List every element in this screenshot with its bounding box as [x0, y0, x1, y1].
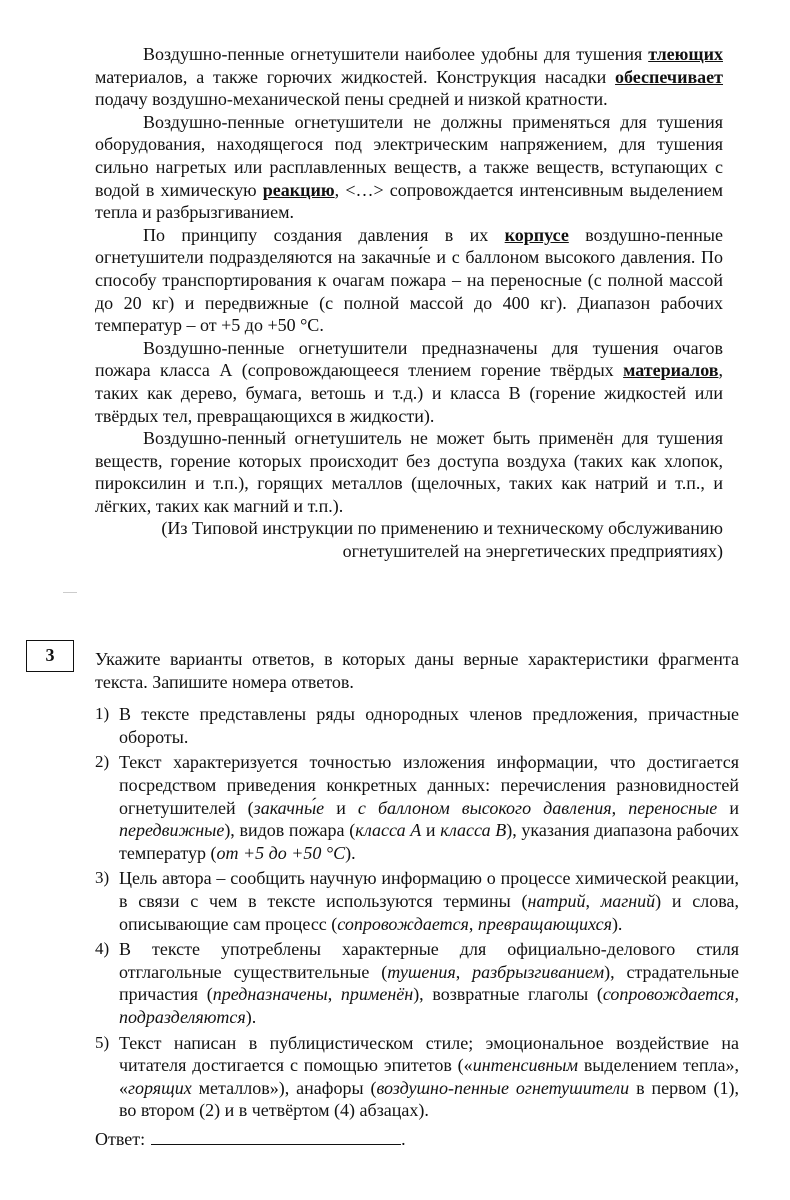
passage — [95, 43, 723, 563]
option-number: 4) — [95, 939, 110, 959]
text-span: ). — [345, 842, 356, 863]
task-question: Укажите варианты ответов, в которых даны верные характеристики фрагмента текста. Запишите номера ответов. — [95, 649, 739, 692]
option-number: 5) — [95, 1032, 110, 1052]
text-span: В тексте представлены ряды однородных членов предложения, причастные обороты. — [119, 704, 739, 747]
italic-term: от +5 до +50 °С — [216, 842, 346, 863]
italic-term: магний — [600, 890, 656, 911]
keyword-underlined: корпусе — [504, 224, 569, 245]
italic-term: разбрызгиванием — [472, 961, 605, 982]
text-span: По принципу создания давления в их — [143, 224, 505, 245]
italic-term: предназначены — [212, 984, 328, 1005]
source-citation — [95, 517, 723, 562]
italic-term: закачны́е — [253, 797, 325, 818]
text-span: Текст характеризуется точностью изложения информации, что достигается посредством приведения конкретных данных: перечисления разновидностей огнетушителей ( — [119, 752, 739, 818]
italic-term: применён — [340, 984, 414, 1005]
paragraph-4 — [95, 337, 723, 427]
keyword-underlined: материалов — [623, 360, 719, 381]
italic-term: класса В — [440, 820, 507, 841]
option-text — [119, 867, 739, 935]
italic-term: сопровождается — [602, 984, 735, 1005]
keyword-underlined: обеспечивает — [615, 66, 723, 87]
italic-term: подразделяются — [119, 1006, 246, 1027]
keyword-underlined: реакцию — [262, 179, 335, 200]
text-span: , — [327, 984, 341, 1005]
paragraph-5: Воздушно-пенный огнетушитель не может быть применён для тушения веществ, горение которых происходит без доступа воздуха (таких как хлопок, пироксилин и т.п.), горящих металлов (щелочных, таких как натрий и т.п., и лёгких, таких как магний и т.п.). — [95, 428, 723, 516]
text-span: ), указания диапазона рабочих температур ( — [119, 820, 739, 863]
text-span: металлов»), анафоры ( — [191, 1077, 377, 1098]
task-number-box: 3 — [26, 640, 74, 672]
italic-term: воздушно-пенные огнетушители — [376, 1077, 630, 1098]
text-span: ). — [245, 1006, 257, 1027]
answer-period: . — [401, 1129, 406, 1149]
margin-mark — [63, 592, 77, 593]
answer-option-5 — [95, 1032, 739, 1122]
text-span: , — [611, 797, 629, 818]
option-text — [119, 938, 739, 1028]
text-span: ) и слова, описывающие сам процесс ( — [119, 890, 740, 934]
text-span: , таких как дерево, бумага, ветошь и т.д.) и класса В (горение жидкостей или твёрдых тел, превращающихся в жидкости). — [95, 360, 723, 426]
answer-option-1 — [95, 703, 739, 748]
text-span: воздушно-пенные огнетушители подразделяются на закачны́е и с баллоном высокого давления. По способу транспортирования к очагам пожара – на переносные (с полной массой до 20 кг) и передвижные (с полной массой до 400 кг). Диапазон рабочих температур – от +5 до +50 °С. — [95, 224, 723, 336]
source-line: огнетушителей на энергетических предприятиях) — [342, 541, 723, 562]
text-span: , — [734, 984, 740, 1005]
text-span: , — [585, 890, 601, 911]
text-span: и — [717, 797, 739, 818]
text-span: ). — [611, 913, 623, 934]
answer-option-2 — [95, 751, 739, 864]
italic-term: класса А — [355, 820, 422, 841]
italic-term: с баллоном высокого давления — [357, 797, 612, 818]
answer-label: Ответ: — [95, 1129, 146, 1149]
paragraph-2 — [95, 111, 723, 224]
answer-options — [95, 703, 739, 1122]
italic-term: передвижные — [119, 820, 225, 841]
paragraph-3 — [95, 224, 723, 337]
text-span: ), возвратные глаголы ( — [413, 984, 603, 1005]
text-span: Текст написан в публицистическом стиле; эмоциональное воздействие на читателя достигается с помощью эпитетов (« — [119, 1032, 739, 1076]
answer-option-3 — [95, 867, 739, 935]
answer-row — [95, 1128, 406, 1150]
task-block — [95, 648, 739, 1125]
italic-term: превращающихся — [477, 913, 612, 934]
option-number: 2) — [95, 752, 110, 772]
text-span: выделением тепла», « — [119, 1055, 739, 1098]
option-text — [119, 703, 739, 748]
text-span: , — [468, 913, 478, 934]
text-span: и — [324, 797, 358, 818]
paragraph-1 — [95, 43, 723, 111]
italic-term: сопровождается — [337, 913, 469, 934]
text-span: Воздушно-пенные огнетушители не должны применяться для тушения оборудования, находящегося под электрическим напряжением, для тушения сильно нагретых или расплавленных веществ, а также веществ, вступающих с водой в химическую — [95, 111, 723, 200]
italic-term: горящих — [128, 1077, 192, 1098]
text-span: материалов, а также горючих жидкостей. Конструкция насадки — [95, 66, 616, 87]
source-line: (Из Типовой инструкции по применению и техническому обслуживанию — [161, 518, 723, 539]
text-span: Воздушно-пенные огнетушители предназначены для тушения очагов пожара класса А (сопровождающееся тлением горение твёрдых — [95, 337, 723, 381]
text-span: , — [455, 961, 473, 982]
text-span: в первом (1), во втором (2) и в четвёртом (4) абзацах). — [119, 1077, 739, 1121]
italic-term: переносные — [628, 797, 718, 818]
text-span: Цель автора – сообщить научную информацию о процессе химической реакции, в связи с чем в тексте используются термины ( — [119, 868, 739, 911]
answer-option-4 — [95, 938, 739, 1028]
answer-input-line[interactable] — [151, 1128, 401, 1145]
text-span: и — [421, 820, 441, 841]
option-text — [119, 751, 739, 864]
text-span: , <…> сопровождается интенсивным выделением тепла и разбрызгиванием. — [95, 179, 723, 223]
text-span: подачу воздушно-механической пены средней и низкой кратности. — [95, 89, 608, 110]
text-span: ), страдательные причастия ( — [119, 961, 739, 1005]
text-span: В тексте употреблены характерные для официально-делового стиля отглагольные существительные ( — [119, 939, 739, 982]
keyword-underlined: тлеющих — [648, 44, 723, 64]
option-text — [119, 1032, 739, 1122]
italic-term: интенсивным — [472, 1055, 578, 1076]
option-number: 1) — [95, 704, 110, 724]
option-number: 3) — [95, 868, 110, 888]
italic-term: натрий — [527, 890, 586, 911]
italic-term: тушения — [387, 961, 456, 982]
text-span: Воздушно-пенные огнетушители наиболее удобны для тушения — [143, 44, 649, 64]
text-span: ), видов пожара ( — [224, 820, 356, 841]
